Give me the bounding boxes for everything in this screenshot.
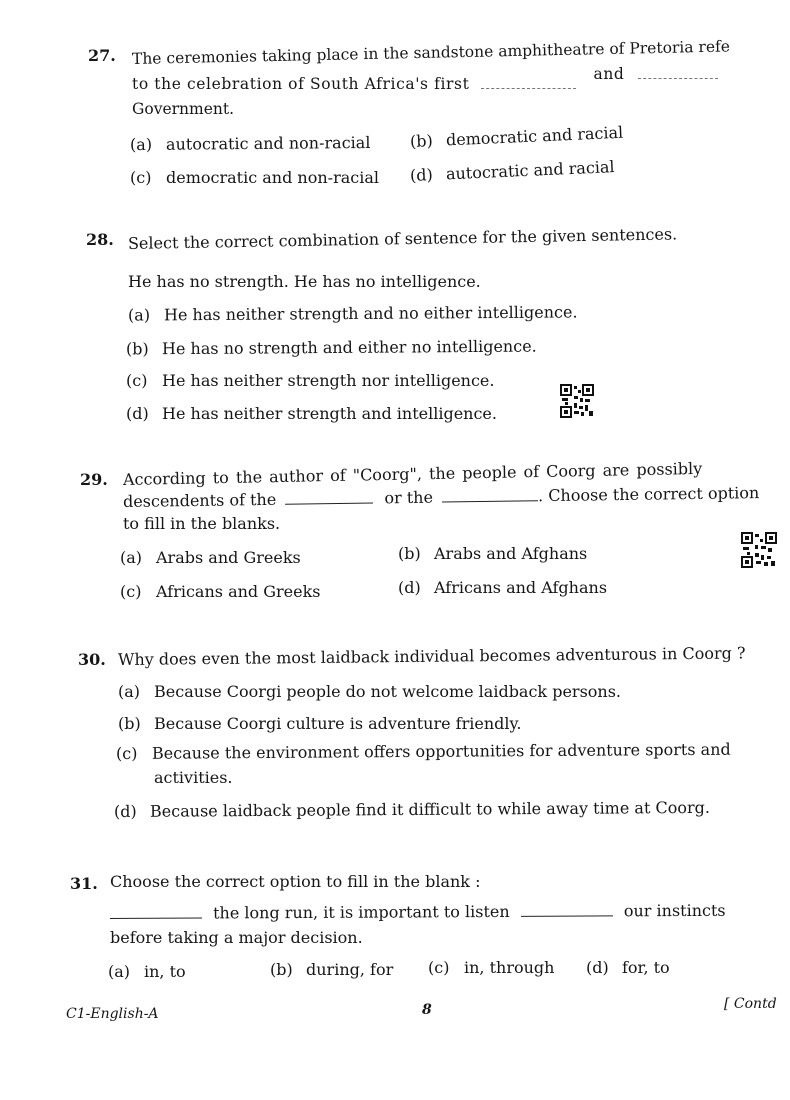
option-text: in, through <box>464 958 555 977</box>
option-d <box>586 958 670 977</box>
option-c <box>130 168 379 187</box>
option-label: (a) <box>118 682 141 701</box>
option-a <box>108 962 186 981</box>
option-a <box>130 133 371 154</box>
given-sentences: He has no strength. He has no intelligence. <box>128 272 481 291</box>
option-text: Because the environment offers opportunities for adventure sports and <box>151 739 731 763</box>
question-text-segment: to the celebration of South Africa's first <box>132 75 470 93</box>
option-b <box>410 123 624 151</box>
question-number: 30. <box>78 650 106 669</box>
blank-line <box>442 488 538 502</box>
option-label: (d) <box>586 958 609 977</box>
option-label: (c) <box>115 743 138 763</box>
option-label: (a) <box>108 962 131 981</box>
page-number: 8 <box>422 1002 432 1018</box>
question-text-line-2 <box>110 901 726 923</box>
option-b <box>118 714 521 733</box>
continued-note: [ Contd <box>724 996 777 1012</box>
option-text: democratic and non-racial <box>166 168 379 187</box>
blank-line <box>110 906 202 919</box>
question-text-segment: descendents of the <box>122 489 277 511</box>
option-text: Because Coorgi culture is adventure friendly. <box>154 714 522 733</box>
option-a <box>128 302 578 324</box>
question-28 <box>86 224 766 428</box>
option-label: (b) <box>118 714 141 733</box>
question-text: Choose the correct option to fill in the blank : <box>110 872 481 891</box>
question-text-line-2 <box>132 65 718 93</box>
option-c <box>120 582 321 601</box>
option-c <box>428 958 554 977</box>
blank-line <box>521 903 613 916</box>
option-d <box>126 404 497 423</box>
option-label: (c) <box>428 958 450 977</box>
option-text: Arabs and Afghans <box>434 544 588 563</box>
option-label: (c) <box>130 168 152 187</box>
option-label: (d) <box>398 578 421 597</box>
blank-line <box>481 78 576 89</box>
option-label: (b) <box>398 544 421 563</box>
blank-line <box>285 491 373 505</box>
blank-line <box>638 68 718 79</box>
option-text: He has neither strength and no either intelligence. <box>163 302 578 325</box>
qr-code-icon <box>741 532 777 568</box>
question-27 <box>88 37 768 204</box>
option-text: Africans and Greeks <box>156 582 321 601</box>
question-text: Select the correct combination of sentence for the given sentences. <box>127 224 678 253</box>
option-text: during, for <box>306 960 394 979</box>
option-text: He has neither strength nor intelligence. <box>162 371 495 390</box>
question-text-line-3: to fill in the blanks. <box>123 514 281 533</box>
question-text-line-2 <box>123 483 760 511</box>
question-29 <box>80 458 770 608</box>
question-number: 27. <box>88 46 116 65</box>
option-label: (d) <box>126 404 149 423</box>
question-text-segment: or the <box>384 487 434 508</box>
option-label: (a) <box>120 548 143 567</box>
option-b <box>398 544 587 563</box>
question-text-line-3: before taking a major decision. <box>110 928 363 947</box>
option-c <box>116 740 731 763</box>
question-text-segment: the long run, it is important to listen <box>213 901 510 923</box>
option-text: activities. <box>154 768 233 787</box>
option-text: Because laidback people find it difficult to while away time at Coorg. <box>149 797 710 821</box>
question-text-line-3: Government. <box>132 100 235 118</box>
option-label: (b) <box>409 131 434 151</box>
option-label: (d) <box>113 801 137 821</box>
option-b <box>126 337 537 359</box>
option-text: Because Coorgi people do not welcome laidback persons. <box>154 682 622 701</box>
question-number: 31. <box>70 874 98 893</box>
option-d <box>114 798 710 821</box>
question-text-line-1: The ceremonies taking place in the sandstone amphitheatre of Pretoria refe <box>131 37 731 68</box>
option-a <box>118 682 621 701</box>
option-text: autocratic and non-racial <box>165 132 371 154</box>
option-c-continuation <box>154 768 233 787</box>
option-c <box>126 371 494 390</box>
question-number: 28. <box>86 230 114 249</box>
option-label: (b) <box>270 960 293 979</box>
paper-code: C1-English-A <box>66 1006 159 1022</box>
question-text: Why does even the most laidback individual becomes adventurous in Coorg ? <box>117 643 746 669</box>
option-text: Arabs and Greeks <box>156 548 301 567</box>
option-text: autocratic and racial <box>445 157 615 184</box>
option-text: He has neither strength and intelligence. <box>162 404 497 423</box>
option-text: for, to <box>622 958 670 977</box>
question-30 <box>78 638 768 828</box>
question-text-segment: . Choose the correct option <box>537 483 760 506</box>
option-text: in, to <box>144 962 186 981</box>
question-number: 29. <box>80 470 108 489</box>
question-text-segment: and <box>593 65 625 83</box>
option-label: (c) <box>126 371 148 390</box>
option-text: Africans and Afghans <box>434 578 608 597</box>
question-31 <box>70 866 770 986</box>
option-label: (d) <box>409 165 434 185</box>
question-text-segment: our instincts <box>623 900 726 921</box>
option-a <box>120 548 301 567</box>
option-label: (a) <box>127 305 151 325</box>
option-d <box>410 157 615 185</box>
option-label: (a) <box>129 134 153 155</box>
qr-code-icon <box>560 384 594 418</box>
option-b <box>270 960 393 979</box>
option-text: democratic and racial <box>445 122 624 150</box>
option-text: He has no strength and either no intelligence. <box>161 336 537 359</box>
option-d <box>398 578 607 597</box>
option-label: (c) <box>120 582 142 601</box>
option-label: (b) <box>125 339 149 359</box>
question-text-line-1: According to the author of "Coorg", the people of Coorg are possibly <box>122 458 703 489</box>
